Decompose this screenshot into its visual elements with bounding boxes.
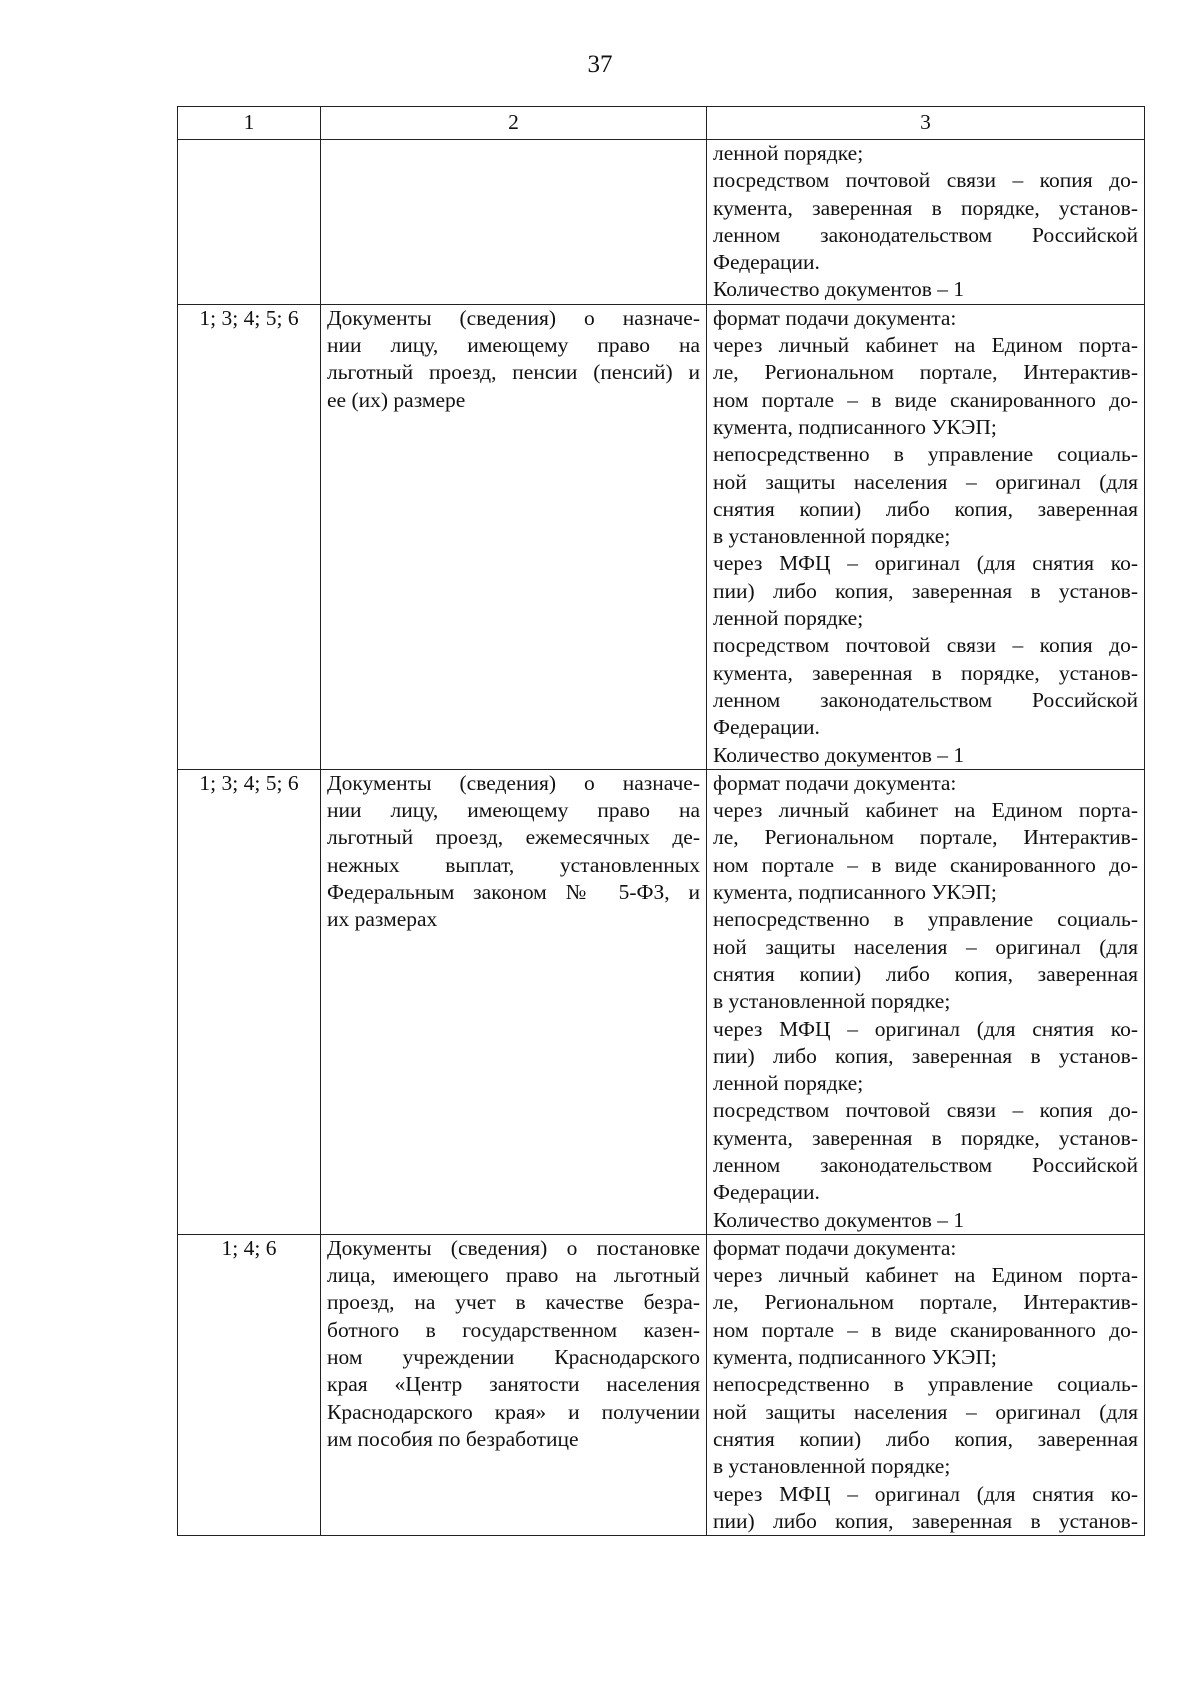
text-line: Федерации. <box>713 1180 820 1205</box>
text-line: снятия копии) либо копия, заверенная <box>713 961 1138 986</box>
text-line: ном учреждении Краснодарского <box>327 1345 700 1370</box>
text-line: ленной порядке; <box>713 141 864 165</box>
text-line: ле, Региональном портале, Интерактив- <box>713 825 1138 850</box>
document-description-cell <box>321 769 707 1234</box>
text-line: Документы (сведения) о постановке <box>327 1235 700 1260</box>
text-line: формат подачи документа: <box>713 305 957 330</box>
text-line: льготный проезд, ежемесячных де- <box>327 825 700 850</box>
text-line: через МФЦ – оригинал (для снятия ко- <box>713 551 1138 576</box>
text-line: Количество документов – 1 <box>713 277 965 302</box>
table-row <box>178 1234 1145 1535</box>
text-line: пии) либо копия, заверенная в установ- <box>713 578 1138 603</box>
text-line: ле, Региональном портале, Интерактив- <box>713 1290 1138 1315</box>
text-line: ботного в государственном казен- <box>327 1317 700 1342</box>
text-line: Количество документов – 1 <box>713 1207 965 1232</box>
text-line: проезд, на учет в качестве безра- <box>327 1290 700 1315</box>
text-line: кумента, заверенная в порядке, установ- <box>713 660 1138 685</box>
text-line: края «Центр занятости населения <box>327 1372 700 1397</box>
text-line: Федерации. <box>713 250 820 275</box>
document-description-cell <box>321 1234 707 1535</box>
text-line: ее (их) размере <box>327 387 466 412</box>
text-line: Краснодарского края» и получении <box>327 1399 700 1424</box>
document-description-cell <box>321 140 707 305</box>
text-line: формат подачи документа: <box>713 770 957 795</box>
text-line: кумента, заверенная в порядке, установ- <box>713 1125 1138 1150</box>
text-line: ленной порядке; <box>713 606 864 631</box>
text-line: через МФЦ – оригинал (для снятия ко- <box>713 1481 1138 1506</box>
text-line: ной защиты населения – оригинал (для <box>713 934 1138 959</box>
text-line: снятия копии) либо копия, заверенная <box>713 1426 1138 1451</box>
text-line: кумента, подписанного УКЭП; <box>713 880 997 905</box>
text-line: Документы (сведения) о назначе- <box>327 305 700 330</box>
text-line: им пособия по безработице <box>327 1426 579 1451</box>
table-row <box>178 304 1145 769</box>
text-line: кумента, подписанного УКЭП; <box>713 1345 997 1370</box>
text-line: нии лицу, имеющему право на <box>327 798 700 823</box>
text-line: ном портале – в виде сканированного до- <box>713 852 1138 877</box>
table-row <box>178 140 1145 305</box>
table-body <box>178 140 1145 1536</box>
text-line: непосредственно в управление социаль- <box>713 442 1138 467</box>
table-header-row <box>178 107 1145 140</box>
text-line: непосредственно в управление социаль- <box>713 1372 1138 1397</box>
text-line: посредством почтовой связи – копия до- <box>713 633 1138 658</box>
text-line: посредством почтовой связи – копия до- <box>713 168 1138 193</box>
text-line: пии) либо копия, заверенная в установ- <box>713 1508 1138 1533</box>
text-line: Федеральным законом № 5-ФЗ, и <box>327 880 700 905</box>
applicant-categories-cell <box>178 140 321 305</box>
text-line: лица, имеющего право на льготный <box>327 1263 700 1288</box>
text-line: в установленной порядке; <box>713 989 951 1014</box>
text-line: Документы (сведения) о назначе- <box>327 770 700 795</box>
submission-format-cell <box>707 1234 1145 1535</box>
requirements-table <box>177 106 1145 1536</box>
text-line: формат подачи документа: <box>713 1235 957 1260</box>
submission-format-cell <box>707 769 1145 1234</box>
text-line: ленной порядке; <box>713 1071 864 1096</box>
text-line: ной защиты населения – оригинал (для <box>713 1399 1138 1424</box>
text-line: ном портале – в виде сканированного до- <box>713 1317 1138 1342</box>
text-line: кумента, подписанного УКЭП; <box>713 414 997 439</box>
text-line: ной защиты населения – оригинал (для <box>713 469 1138 494</box>
text-line: снятия копии) либо копия, заверенная <box>713 496 1138 521</box>
table-row <box>178 769 1145 1234</box>
applicant-categories-cell: 1; 4; 6 <box>178 1234 321 1535</box>
applicant-categories-cell: 1; 3; 4; 5; 6 <box>178 304 321 769</box>
text-line: льготный проезд, пенсии (пенсий) и <box>327 360 700 385</box>
text-line: нежных выплат, установленных <box>327 852 700 877</box>
document-description-cell <box>321 304 707 769</box>
text-line: через личный кабинет на Едином порта- <box>713 1263 1138 1288</box>
text-line: через личный кабинет на Едином порта- <box>713 333 1138 358</box>
text-line: ленном законодательством Российской <box>713 222 1138 247</box>
column-header-1: 1 <box>178 107 321 140</box>
column-header-3: 3 <box>707 107 1145 140</box>
text-line: Количество документов – 1 <box>713 742 965 767</box>
text-line: ленном законодательством Российской <box>713 1152 1138 1177</box>
text-line: Федерации. <box>713 715 820 740</box>
applicant-categories-cell: 1; 3; 4; 5; 6 <box>178 769 321 1234</box>
text-line: ленном законодательством Российской <box>713 687 1138 712</box>
text-line: непосредственно в управление социаль- <box>713 907 1138 932</box>
text-line: ле, Региональном портале, Интерактив- <box>713 360 1138 385</box>
text-line: через личный кабинет на Едином порта- <box>713 798 1138 823</box>
column-header-2: 2 <box>321 107 707 140</box>
text-line: их размерах <box>327 907 438 932</box>
submission-format-cell <box>707 140 1145 305</box>
text-line: пии) либо копия, заверенная в установ- <box>713 1043 1138 1068</box>
page-number: 37 <box>587 51 613 78</box>
text-line: в установленной порядке; <box>713 524 951 549</box>
text-line: кумента, заверенная в порядке, установ- <box>713 195 1138 220</box>
submission-format-cell <box>707 304 1145 769</box>
text-line: ном портале – в виде сканированного до- <box>713 387 1138 412</box>
text-line: посредством почтовой связи – копия до- <box>713 1098 1138 1123</box>
text-line: в установленной порядке; <box>713 1454 951 1479</box>
text-line: через МФЦ – оригинал (для снятия ко- <box>713 1016 1138 1041</box>
text-line: нии лицу, имеющему право на <box>327 333 700 358</box>
